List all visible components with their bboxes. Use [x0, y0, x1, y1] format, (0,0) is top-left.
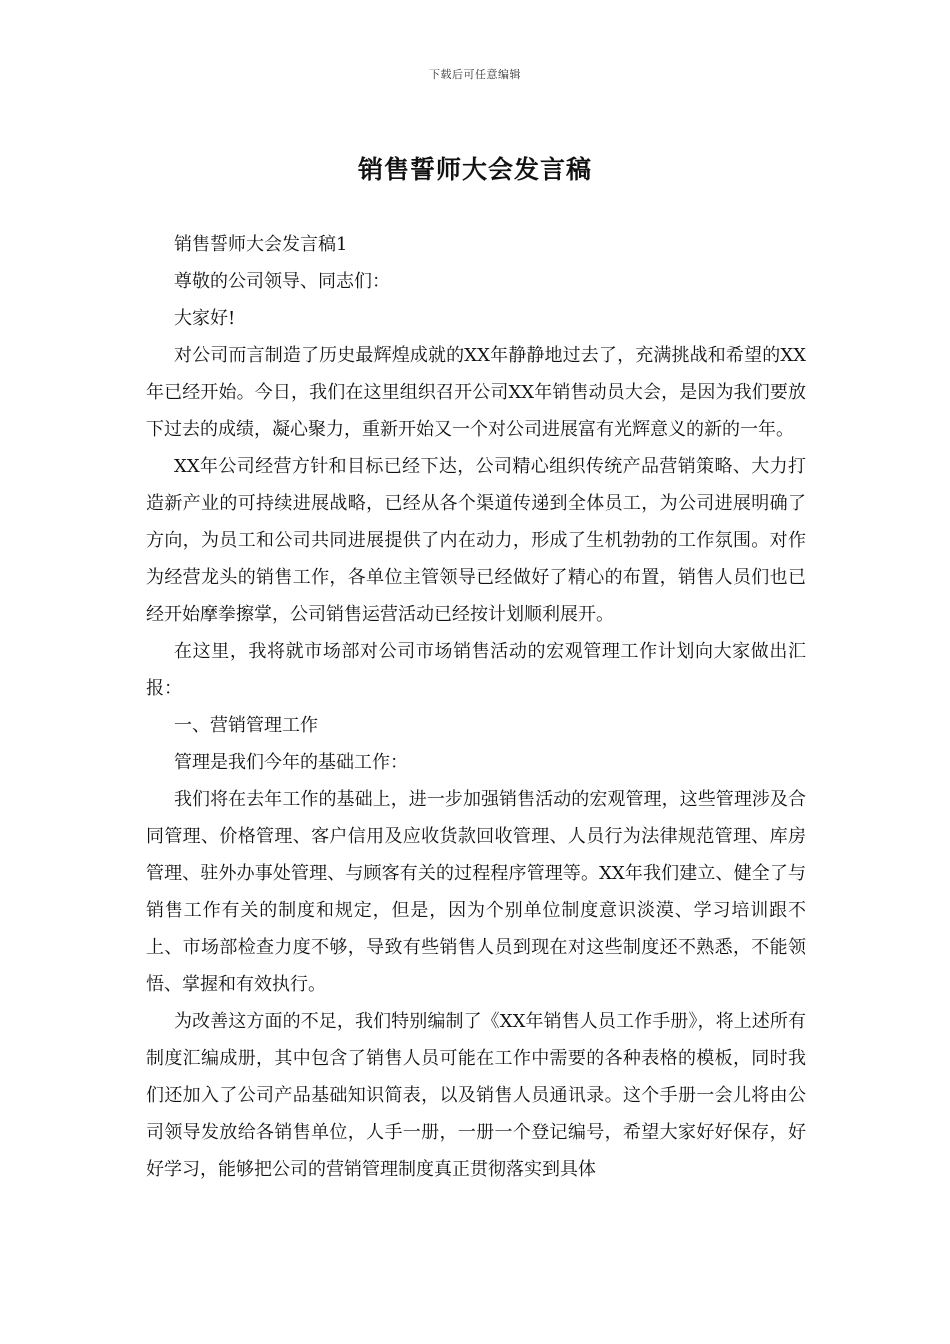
header-note: 下载后可任意编辑: [429, 68, 521, 81]
paragraph-strategy: XX年公司经营方针和目标已经下达，公司精心组织传统产品营销策略、大力打造新产业的可持续进展战略，已经从各个渠道传递到全体员工，为公司进展明确了方向，为员工和公司共同进展提供了内在动力，形成了生机勃勃的工作氛围。对作为经营龙头的销售工作，各单位主管领导已经做好了精心的布置，销售人员们也已经开始摩拳擦掌，公司销售运营活动已经按计划顺利展开。: [146, 456, 806, 625]
section-heading-marketing-management: 一、营销管理工作: [174, 715, 318, 736]
paragraph-management-details: 我们将在去年工作的基础上，进一步加强销售活动的宏观管理，这些管理涉及合同管理、价格管理、客户信用及应收货款回收管理、人员行为法律规范管理、库房管理、驻外办事处管理、与顾客有关的过程程序管理等。XX年我们建立、健全了与销售工作有关的制度和规定，但是，因为个别单位制度意识淡漠、学习培训跟不上、市场部检查力度不够，导致有些销售人员到现在对这些制度还不熟悉，不能领悟、掌握和有效执行。: [146, 789, 806, 995]
paragraph-handbook: 为改善这方面的不足，我们特别编制了《XX年销售人员工作手册》，将上述所有制度汇编成册，其中包含了销售人员可能在工作中需要的各种表格的模板，同时我们还加入了公司产品基础知识简表，以及销售人员通讯录。这个手册一会儿将由公司领导发放给各销售单位，人手一册，一册一个登记编号，希望大家好好保存，好好学习，能够把公司的营销管理制度真正贯彻落实到具体: [146, 1011, 806, 1180]
paragraph-management-basis: 管理是我们今年的基础工作：: [174, 752, 408, 773]
paragraph-speech-heading: 销售誓师大会发言稿1: [174, 234, 348, 255]
document-body: [146, 226, 806, 1188]
paragraph-opening: 对公司而言制造了历史最辉煌成就的XX年静静地过去了，充满挑战和希望的XX年已经开始。今日，我们在这里组织召开公司XX年销售动员大会，是因为我们要放下过去的成绩，凝心聚力，重新开始又一个对公司进展富有光辉意义的新的一年。: [146, 345, 806, 440]
page-title: 销售誓师大会发言稿: [357, 155, 592, 184]
paragraph-greeting: 大家好!: [174, 308, 236, 329]
paragraph-salutation: 尊敬的公司领导、同志们：: [174, 271, 390, 292]
paragraph-report-intro: 在这里，我将就市场部对公司市场销售活动的宏观管理工作计划向大家做出汇报：: [146, 641, 806, 699]
